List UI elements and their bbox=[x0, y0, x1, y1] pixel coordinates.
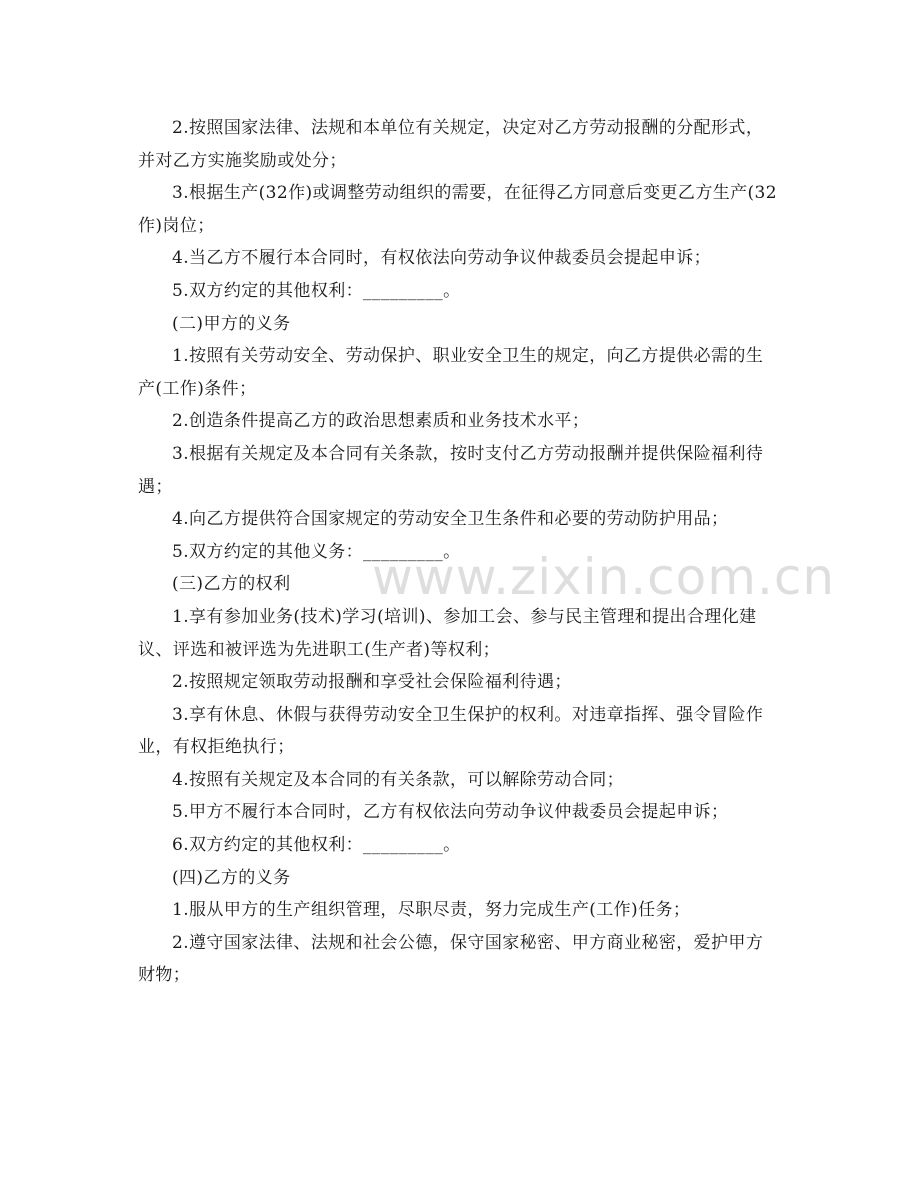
paragraph: 5.双方约定的其他义务：_________。 bbox=[172, 541, 461, 562]
paragraph: 3.根据有关规定及本合同有关条款，按时支付乙方劳动报酬并提供保险福利待遇； bbox=[138, 443, 764, 497]
paragraph: 3.根据生产(32作)或调整劳动组织的需要，在征得乙方同意后变更乙方生产(32作)岗位； bbox=[138, 183, 777, 236]
paragraph: 2.遵守国家法律、法规和社会公德，保守国家秘密、甲方商业秘密，爱护甲方财物； bbox=[138, 932, 764, 986]
paragraph: 5.甲方不履行本合同时，乙方有权依法向劳动争议仲裁委员会提起申诉； bbox=[172, 802, 729, 823]
document-body bbox=[138, 112, 778, 992]
paragraph: 3.享有休息、休假与获得劳动安全卫生保护的权利。对违章指挥、强令冒险作业，有权拒绝执行； bbox=[138, 704, 764, 758]
paragraph: 4.按照有关规定及本合同的有关条款，可以解除劳动合同； bbox=[172, 769, 625, 790]
paragraph: 1.服从甲方的生产组织管理，尽职尽责，努力完成生产(工作)任务； bbox=[172, 900, 691, 921]
paragraph: 2.按照规定领取劳动报酬和享受社会保险福利待遇； bbox=[172, 672, 572, 693]
section-heading: (二)甲方的义务 bbox=[172, 313, 291, 334]
section-heading: (三)乙方的权利 bbox=[172, 574, 291, 595]
paragraph: 6.双方约定的其他权利：_________。 bbox=[172, 835, 461, 856]
paragraph: 2.创造条件提高乙方的政治思想素质和业务技术水平； bbox=[172, 411, 590, 432]
paragraph: 2.按照国家法律、法规和本单位有关规定，决定对乙方劳动报酬的分配形式，并对乙方实施奖励或处分； bbox=[138, 118, 764, 171]
paragraph: 5.双方约定的其他权利：_________。 bbox=[172, 280, 461, 301]
section-heading: (四)乙方的义务 bbox=[172, 867, 291, 888]
paragraph: 4.向乙方提供符合国家规定的劳动安全卫生条件和必要的劳动防护用品； bbox=[172, 509, 729, 530]
paragraph: 1.享有参加业务(技术)学习(培训)、参加工会、参与民主管理和提出合理化建议、评选和被评选为先进职工(生产者)等权利； bbox=[138, 606, 757, 660]
paragraph: 1.按照有关劳动安全、劳动保护、职业安全卫生的规定，向乙方提供必需的生产(工作)条件； bbox=[138, 346, 764, 399]
paragraph: 4.当乙方不履行本合同时，有权依法向劳动争议仲裁委员会提起申诉； bbox=[172, 248, 712, 269]
watermark: www.zixin.com.cn bbox=[372, 548, 836, 606]
